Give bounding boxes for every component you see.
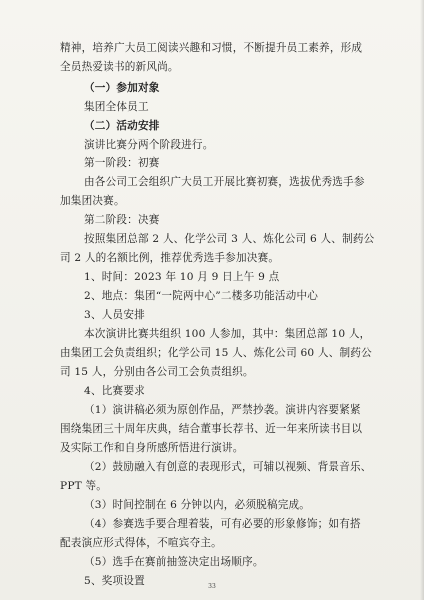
body-text-line: 围绕集团三十周年庆典，结合董事长荐书、近一年来所读书目以 [60, 423, 363, 435]
body-text-line: 全员热爱读书的新风尚。 [60, 61, 179, 73]
body-text-line: 配表演应形式得体，不喧宾夺主。 [60, 537, 222, 549]
section-heading: （一）参加对象 [84, 82, 160, 94]
body-text-line: 5、奖项设置 [84, 575, 145, 587]
body-text-line: 4、比赛要求 [84, 385, 145, 397]
section-heading: （二）活动安排 [84, 120, 160, 132]
body-text-line: 本次演讲比赛共组织 100 人参加，其中：集团总部 10 人， [84, 328, 371, 340]
body-text-line: （2）鼓励融入有创意的表现形式，可辅以视频、背景音乐、 [84, 461, 372, 473]
body-text-line: （4）参赛选手要合理着装，可有必要的形象修饰；如有搭 [84, 518, 361, 530]
body-text-line: 演讲比赛分两个阶段进行。 [84, 139, 214, 151]
body-text-line: （3）时间控制在 6 分钟以内，必须脱稿完成。 [84, 499, 311, 511]
body-text-line: 及实际工作和自身所感所悟进行演讲。 [60, 442, 244, 454]
body-text-line: 2、地点：集团“一院两中心”二楼多功能活动中心 [84, 290, 319, 302]
body-text-line: 司 15 人，分别由各公司工会负责组织。 [60, 366, 254, 378]
body-text-line: 第一阶段：初赛 [84, 157, 160, 169]
body-text-line: 第二阶段：决赛 [84, 214, 160, 226]
body-text-line: 1、时间：2023 年 10 月 9 日上午 9 点 [84, 271, 280, 283]
body-text-line: 加集团决赛。 [60, 195, 125, 207]
body-text-line: 3、人员安排 [84, 309, 145, 321]
body-text-line: （5）选手在赛前抽签决定出场顺序。 [84, 556, 264, 568]
page-number: 33 [208, 583, 216, 590]
body-text-line: 司 2 人的名额比例，推荐优秀选手参加决赛。 [60, 252, 280, 264]
body-text-line: 由集团工会负责组织；化学公司 15 人、炼化公司 60 人、制药公 [60, 347, 372, 359]
body-text-line: PPT 等。 [60, 480, 108, 492]
body-text-line: （1）演讲稿必须为原创作品，严禁抄袭。演讲内容要紧紧 [84, 404, 361, 416]
scan-edge-shadow [420, 0, 424, 600]
body-text-line: 由各公司工会组织广大员工开展比赛初赛，选拔优秀选手参 [84, 176, 365, 188]
body-text-line: 按照集团总部 2 人、化学公司 3 人、炼化公司 6 人、制药公 [84, 233, 375, 245]
body-text-line: 精神，培养广大员工阅读兴趣和习惯，不断提升员工素养，形成 [60, 42, 363, 54]
body-text-line: 集团全体员工 [84, 101, 149, 113]
